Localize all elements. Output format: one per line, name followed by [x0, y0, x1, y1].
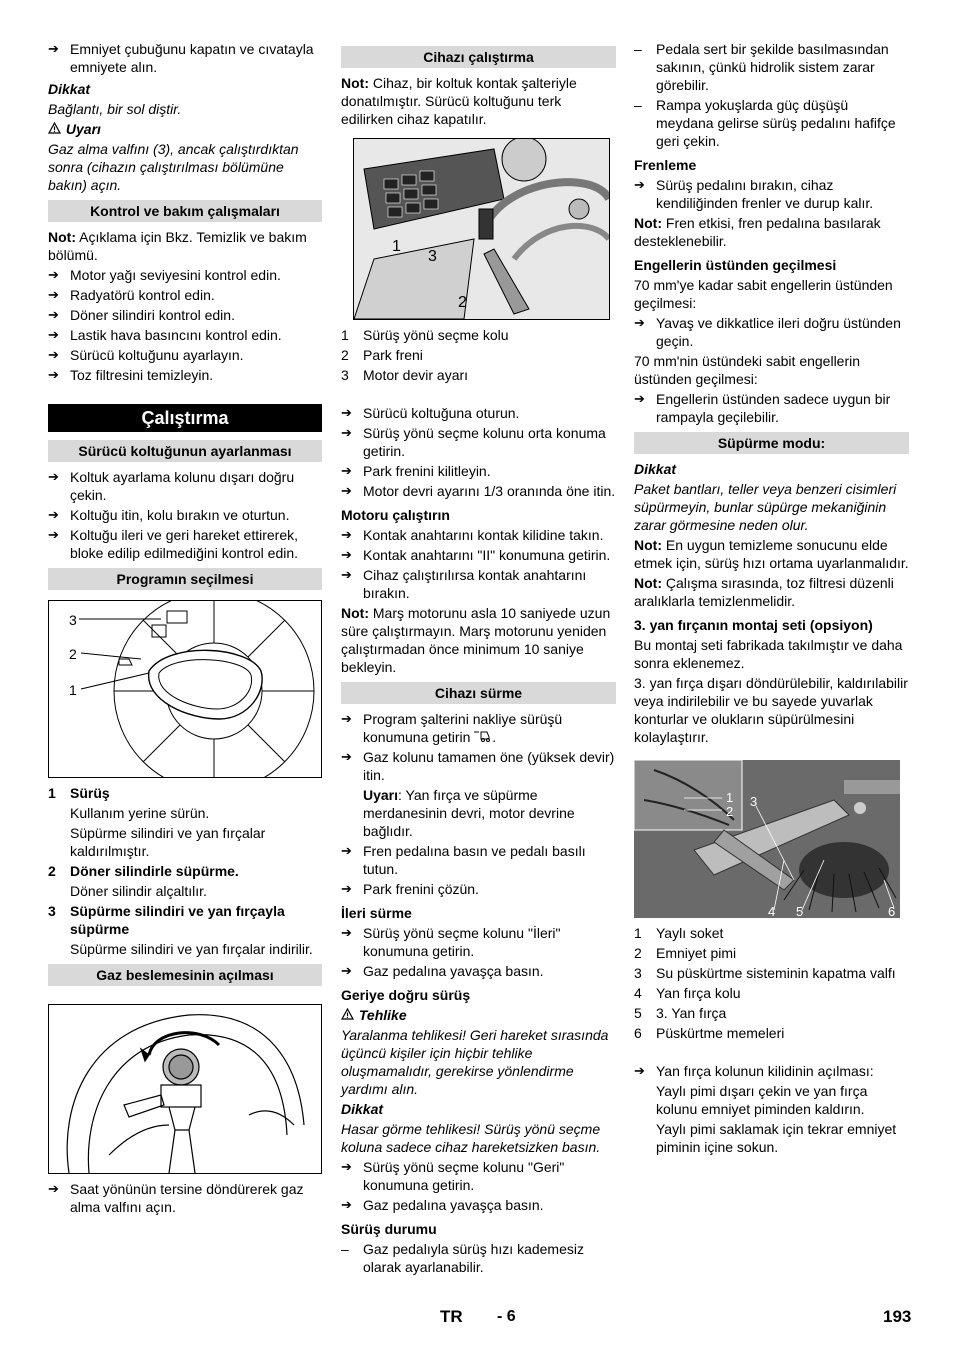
step: ➔ Lastik hava basıncını kontrol edin. [48, 326, 322, 344]
dikkat-text: Paket bantları, teller veya benzeri cisimleri süpürmeyin, bunlar süpürge mekaniğinin zarar görmesine neden olur. [634, 481, 897, 533]
step: ➔ Motor devri ayarını 1/3 oranında öne itin. [341, 482, 616, 500]
legend-item: 2 Park freni [341, 347, 423, 363]
dikkat-text: Bağlantı, bir sol diştir. [48, 101, 182, 117]
paragraph: 70 mm'nin üstündeki sabit engellerin üstünden geçilmesi: [634, 353, 861, 387]
footer-language: TR [440, 1307, 463, 1326]
step: ➔ Sürüş yönü seçme kolunu "Geri" konumuna getirin. [341, 1158, 616, 1194]
note: Not: En uygun temizleme sonucunu elde etmek için, sürüş hızı ortama uyarlanmalıdır. [634, 537, 909, 571]
column-1 [48, 40, 322, 1218]
section-header: Cihazı çalıştırma [341, 46, 616, 68]
figure-label: 6 [888, 904, 896, 918]
legend-item: 1 Sürüş yönü seçme kolu [341, 327, 509, 343]
paragraph: Bu montaj seti fabrikada takılmıştır ve daha sonra eklenemez. [634, 637, 903, 671]
step: ➔ Park frenini çözün. [341, 880, 616, 898]
step-detail: Yaylı pimi dışarı çekin ve yan fırça kolunu emniyet piminden kaldırın. [656, 1083, 868, 1117]
step: ➔ Sürüş yönü seçme kolunu "İleri" konumuna getirin. [341, 924, 616, 960]
step: ➔ Park frenini kilitleyin. [341, 462, 616, 480]
side-brush-illustration [634, 760, 900, 918]
step: ➔ Program şalterini nakliye sürüşü konumuna getirin . [341, 710, 616, 746]
paragraph: 70 mm'ye kadar sabit engellerin üstünden geçilmesi: [634, 277, 893, 311]
figure-label: 2 [458, 294, 467, 311]
subheading: Frenleme [634, 157, 697, 173]
legend-item: 5 3. Yan fırça [634, 1005, 727, 1021]
dash-item: – Rampa yokuşlarda güç düşüşü meydana gelirse sürüş pedalını hafifçe geri çekin. [634, 96, 909, 150]
step: ➔ Kontak anahtarını kontak kilidine takın. [341, 526, 616, 544]
legend-item: 1 Sürüş [48, 785, 110, 801]
figure-label: 1 [69, 682, 77, 698]
footer-page-number: 193 [883, 1307, 912, 1326]
legend-item: 2 Emniyet pimi [634, 945, 737, 961]
subheading: Engellerin üstünden geçilmesi [634, 257, 837, 273]
step: ➔ Sürücü koltuğuna oturun. [341, 404, 616, 422]
step: ➔ Fren pedalına basın ve pedalı basılı tutun. [341, 842, 616, 878]
step: ➔ Kontak anahtarını "II" konumuna getirin. [341, 546, 616, 564]
note: Not: Açıklama için Bkz. Temizlik ve bakım bölümü. [48, 229, 307, 263]
subheading: Sürüş durumu [341, 1221, 437, 1237]
dash-item: – Gaz pedalıyla sürüş hızı kademesiz olarak ayarlanabilir. [341, 1240, 616, 1276]
step: ➔ Sürüş pedalını bırakın, cihaz kendiliğinden frenler ve durup kalır. [634, 176, 909, 212]
legend-item: 3 Süpürme silindiri ve yan fırçayla süpürme [48, 903, 285, 937]
legend-item: 6 Püskürtme memeleri [634, 1025, 785, 1041]
note: Not: Fren etkisi, fren pedalına basılarak desteklenebilir. [634, 215, 881, 249]
warning-inline: Uyarı: Yan fırça ve süpürme merdanesinin devri, motor devrine bağlıdır. [363, 787, 575, 839]
section-header: Kontrol ve bakım çalışmaları [48, 200, 322, 222]
step: ➔ Sürüş yönü seçme kolunu orta konuma getirin. [341, 424, 616, 460]
legend-item: 3 Motor devir ayarı [341, 367, 469, 383]
step: ➔ Gaz pedalına yavaşça basın. [341, 1196, 616, 1214]
step: ➔ Sürücü koltuğunu ayarlayın. [48, 346, 322, 364]
note: Not: Marş motorunu asla 10 saniyede uzun süre çalıştırmayın. Marş motorunu yeniden çalıştırmadan önce minimum 10 saniye bekleyin. [341, 605, 611, 675]
dikkat-text: Hasar görme tehlikesi! Sürüş yönü seçme koluna sadece cihaz hareketsizken basın. [341, 1121, 601, 1155]
cockpit-figure [353, 138, 610, 320]
step: ➔ Yavaş ve dikkatlice ileri doğru üstünden geçin. [634, 314, 909, 350]
legend-item: 4 Yan fırça kolu [634, 985, 741, 1001]
dash-item: – Pedala sert bir şekilde basılmasından sakının, çünkü hidrolik sistem zarar görebilir. [634, 40, 909, 94]
step: ➔ Cihaz çalıştırılırsa kontak anahtarını bırakın. [341, 566, 616, 602]
program-selector-figure [48, 600, 322, 778]
subheading: Geriye doğru sürüş [341, 987, 471, 1003]
dikkat-label: Dikkat [634, 461, 677, 477]
warning-icon [341, 1006, 355, 1024]
program-dial-illustration [49, 601, 321, 777]
figure-label: 3 [750, 794, 758, 809]
dikkat-label: Dikkat [48, 81, 91, 97]
section-header: Cihazı sürme [341, 682, 616, 704]
subheading: 3. yan fırçanın montaj seti (opsiyon) [634, 617, 873, 633]
legend-desc: Kullanım yerine sürün. [70, 805, 210, 821]
subheading: Motoru çalıştırın [341, 507, 450, 523]
legend-desc: Döner silindir alçaltılır. [70, 883, 207, 899]
step: ➔ Toz filtresini temizleyin. [48, 366, 322, 384]
step: ➔ Gaz pedalına yavaşça basın. [341, 962, 616, 980]
step: ➔ Yan fırça kolunun kilidinin açılması: [634, 1062, 909, 1080]
note: Not: Cihaz, bir koltuk kontak şalteriyle donatılmıştır. Sürücü koltuğunu terk edilirken cihaz kapatılır. [341, 75, 577, 127]
figure-label: 3 [428, 248, 437, 265]
section-header: Gaz beslemesinin açılması [48, 964, 322, 986]
step: ➔ Döner silindiri kontrol edin. [48, 306, 322, 324]
dikkat-label: Dikkat [341, 1101, 384, 1117]
chapter-header: Çalıştırma [48, 404, 322, 432]
footer-local-page: - 6 [497, 1308, 516, 1325]
transport-mode-icon [474, 729, 492, 745]
column-2 [341, 40, 616, 1278]
uyari-label: Uyarı [65, 121, 101, 137]
step: ➔ Koltuğu ileri ve geri hareket ettirerek, bloke edilip edilmediğini kontrol edin. [48, 526, 322, 562]
step: ➔ Radyatörü kontrol edin. [48, 286, 322, 304]
subheading: İleri sürme [341, 905, 412, 921]
legend-item: 1 Yaylı soket [634, 925, 724, 941]
gas-valve-illustration [49, 1005, 314, 1173]
figure-label: 2 [726, 804, 734, 819]
step: ➔ Saat yönünün tersine döndürerek gaz alma valfını açın. [48, 1180, 322, 1216]
step: ➔ Engellerin üstünden sadece uygun bir rampayla geçilebilir. [634, 390, 909, 426]
tehlike-heading: Tehlike [341, 1006, 616, 1024]
figure-label: 3 [69, 612, 77, 628]
figure-label: 4 [768, 904, 776, 918]
note: Not: Çalışma sırasında, toz filtresi düzenli aralıklarla temizlenmelidir. [634, 575, 894, 609]
section-header: Programın seçilmesi [48, 568, 322, 590]
side-brush-figure [634, 760, 900, 918]
uyari-text: Gaz alma valfını (3), ancak çalıştırdıktan sonra (cihazın çalıştırılması bölümüne bakın) açın. [48, 141, 299, 193]
section-header: Süpürme modu: [634, 432, 909, 454]
figure-label: 1 [392, 238, 401, 255]
tehlike-text: Yaralanma tehlikesi! Geri hareket sırasında üçüncü kişiler için hiçbir tehlike oluşmamalıdır, gerekirse yönlendirme yardımı alın. [341, 1027, 609, 1097]
figure-label: 5 [796, 904, 804, 918]
legend-item: 2 Döner silindirle süpürme. [48, 863, 239, 879]
uyari-heading [48, 120, 322, 138]
step: ➔ Gaz kolunu tamamen öne (yüksek devir) itin. [341, 748, 616, 784]
legend-desc: Süpürme silindiri ve yan fırçalar indirilir. [70, 941, 313, 957]
step: ➔ Motor yağı seviyesini kontrol edin. [48, 266, 322, 284]
gas-valve-figure [48, 1004, 322, 1174]
step: ➔ Koltuk ayarlama kolunu dışarı doğru çekin. [48, 468, 322, 504]
section-header: Sürücü koltuğunun ayarlanması [48, 440, 322, 462]
step: ➔ Koltuğu itin, kolu bırakın ve oturtun. [48, 506, 322, 524]
cockpit-illustration [354, 139, 609, 319]
legend-desc: Süpürme silindiri ve yan fırçalar kaldırılmıştır. [70, 825, 266, 859]
paragraph: 3. yan fırça dışarı döndürülebilir, kaldırılabilir veya indirilebilir ve bu sayede yuvarlak konturlar ve olukların süpürülmesini kolaylaştırır. [634, 675, 908, 745]
figure-label: 2 [69, 646, 77, 662]
step-detail: Yaylı pimi saklamak için tekrar emniyet piminin içine sokun. [656, 1121, 897, 1155]
legend-item: 3 Su püskürtme sisteminin kapatma valfı [634, 965, 896, 981]
figure-label: 1 [726, 790, 734, 805]
warning-icon [48, 120, 62, 138]
column-3 [634, 40, 909, 1158]
step: ➔ Emniyet çubuğunu kapatın ve cıvatayla emniyete alın. [48, 40, 322, 76]
